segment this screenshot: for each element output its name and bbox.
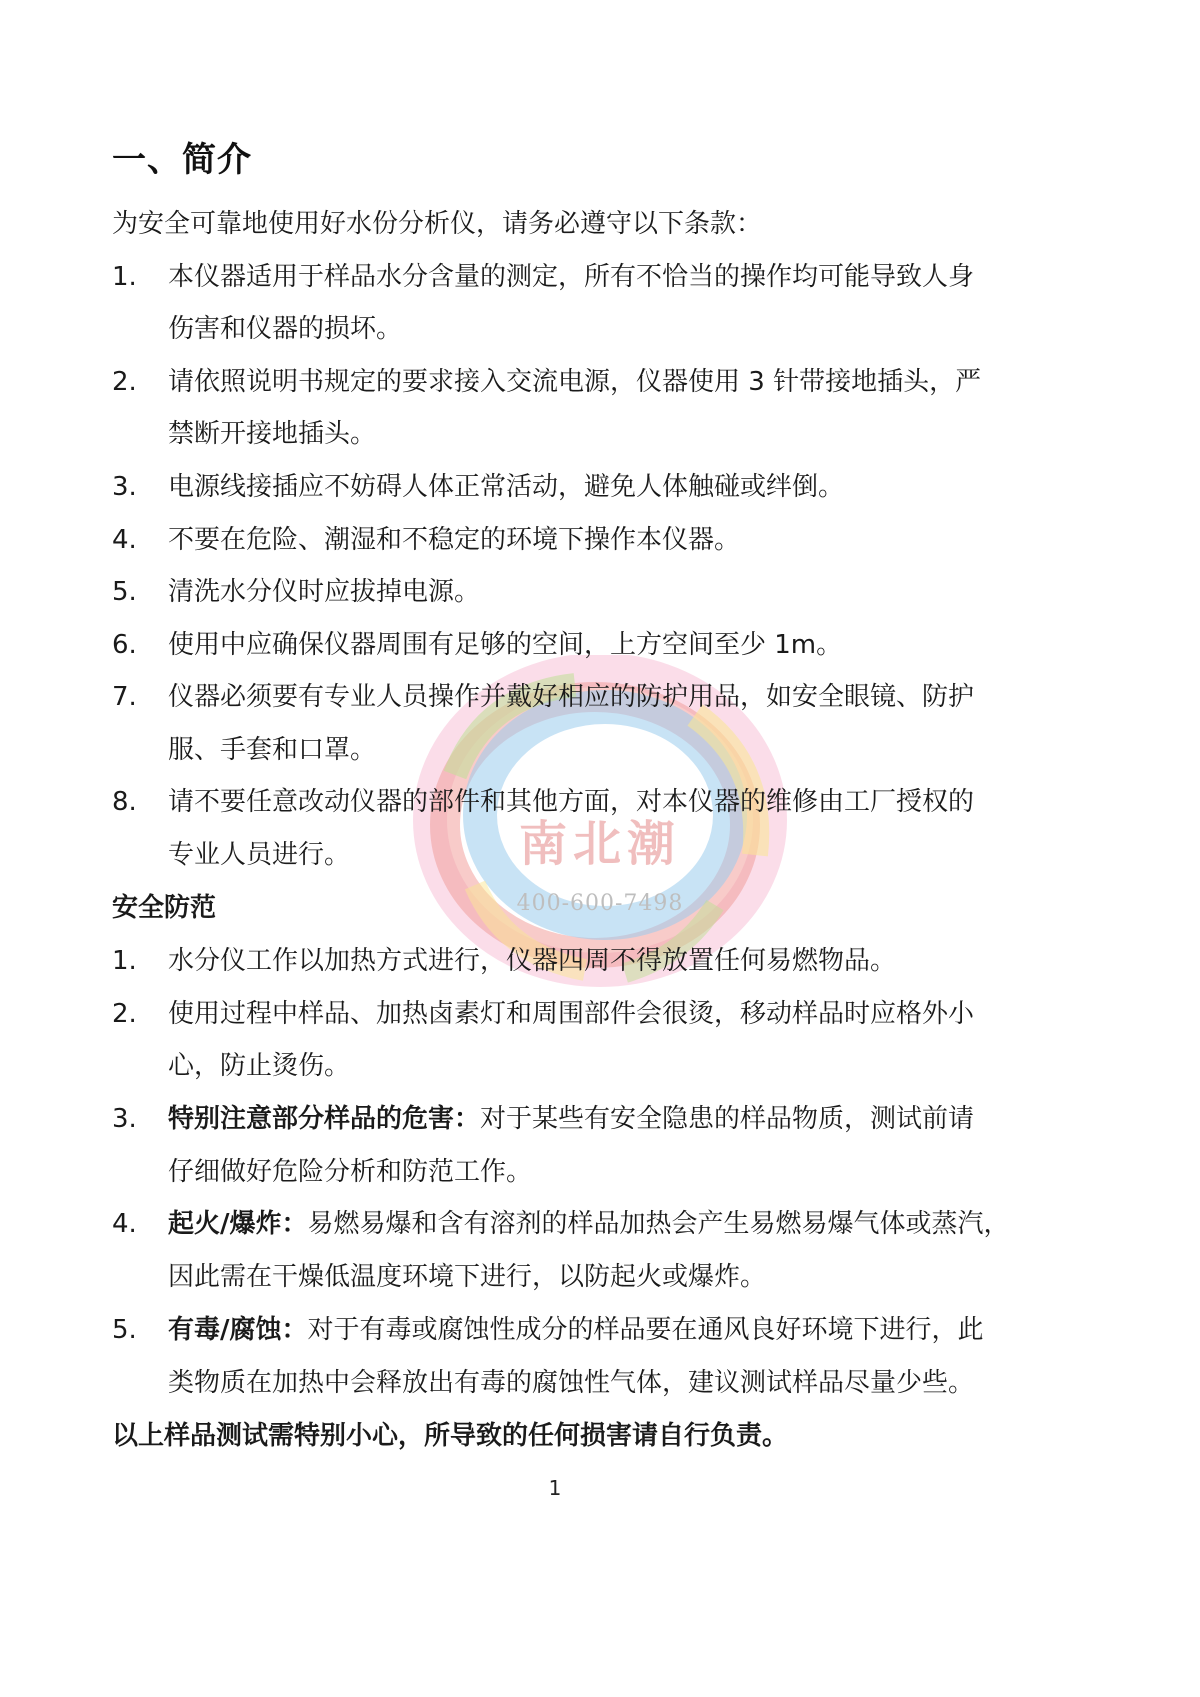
term-text: 请不要任意改动仪器的部件和其他方面，对本仪器的维修由工厂授权的 xyxy=(168,787,975,817)
safety-line xyxy=(168,1207,1010,1241)
term-text: 禁断开接地插头。 xyxy=(168,419,377,449)
safety-text: 对于某些有安全隐患的样品物质，测试前请 xyxy=(480,1104,975,1134)
safety-emphasis: 特别注意部分样品的危害： xyxy=(168,1104,481,1134)
safety-text: 心，防止烫伤。 xyxy=(168,1051,351,1081)
safety-text: 使用过程中样品、加热卤素灯和周围部件会很烫，移动样品时应格外小 xyxy=(168,999,975,1029)
section-heading: 一、简介 xyxy=(112,140,252,180)
safety-text: 因此需在干燥低温度环境下进行，以防起火或爆炸。 xyxy=(168,1262,767,1292)
term-number: 4. xyxy=(112,525,137,555)
safety-number: 3. xyxy=(112,1104,137,1134)
watermark-brand: 南北潮 xyxy=(518,816,681,872)
term-number: 1. xyxy=(112,262,137,292)
term-text: 使用中应确保仪器周围有足够的空间，上方空间至少 1m。 xyxy=(168,630,843,660)
term-number: 2. xyxy=(112,367,137,397)
term-text: 服、手套和口罩。 xyxy=(168,735,377,765)
intro-text: 为安全可靠地使用好水份分析仪，请务必遵守以下条款： xyxy=(112,209,763,239)
safety-line xyxy=(168,1102,974,1136)
term-text: 不要在危险、潮湿和不稳定的环境下操作本仪器。 xyxy=(168,525,741,555)
term-number: 3. xyxy=(112,472,137,502)
watermark-phone: 400-600-7498 xyxy=(516,891,684,916)
term-text: 本仪器适用于样品水分含量的测定，所有不恰当的操作均可能导致人身 xyxy=(168,262,975,292)
term-text: 请依照说明书规定的要求接入交流电源，仪器使用 3 针带接地插头，严 xyxy=(168,367,982,397)
safety-emphasis: 有毒/腐蚀： xyxy=(168,1315,308,1345)
term-text: 仪器必须要有专业人员操作并戴好相应的防护用品，如安全眼镜、防护 xyxy=(168,682,975,712)
safety-text: 易燃易爆和含有溶剂的样品加热会产生易燃易爆气体或蒸汽， xyxy=(307,1209,1010,1239)
term-number: 8. xyxy=(112,787,137,817)
safety-number: 5. xyxy=(112,1315,137,1345)
closing-note: 以上样品测试需特别小心，所导致的任何损害请自行负责。 xyxy=(112,1421,789,1451)
safety-emphasis: 起火/爆炸： xyxy=(168,1209,308,1239)
term-text: 清洗水分仪时应拔掉电源。 xyxy=(168,577,481,607)
term-number: 7. xyxy=(112,682,137,712)
term-text: 电源线接插应不妨碍人体正常活动，避免人体触碰或绊倒。 xyxy=(168,472,845,502)
page-number: 1 xyxy=(548,1476,562,1500)
safety-text: 对于有毒或腐蚀性成分的样品要在通风良好环境下进行，此 xyxy=(307,1315,984,1345)
safety-title: 安全防范 xyxy=(112,893,217,923)
term-number: 5. xyxy=(112,577,137,607)
safety-text: 仔细做好危险分析和防范工作。 xyxy=(168,1157,533,1187)
safety-number: 4. xyxy=(112,1209,137,1239)
safety-number: 1. xyxy=(112,946,137,976)
term-text: 专业人员进行。 xyxy=(168,840,351,870)
safety-text: 类物质在加热中会释放出有毒的腐蚀性气体，建议测试样品尽量少些。 xyxy=(168,1368,975,1398)
safety-text: 水分仪工作以加热方式进行，仪器四周不得放置任何易燃物品。 xyxy=(168,946,897,976)
safety-line xyxy=(168,1313,984,1347)
safety-number: 2. xyxy=(112,999,137,1029)
term-number: 6. xyxy=(112,630,137,660)
term-text: 伤害和仪器的损坏。 xyxy=(168,314,403,344)
